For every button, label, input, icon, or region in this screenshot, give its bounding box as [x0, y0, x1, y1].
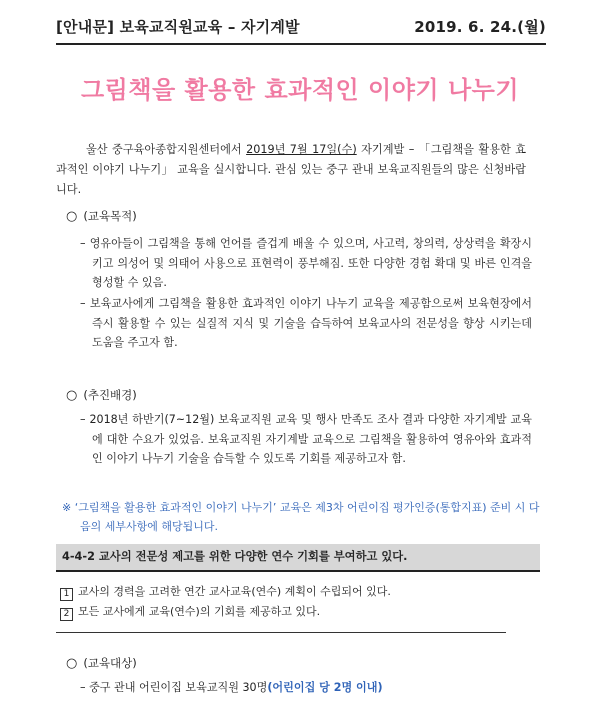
intro-paragraph: [56, 140, 526, 200]
accreditation-note: ※ ‘그림책을 활용한 효과적인 이야기 나누기’ 교육은 제3차 어린이집 평가인증(통합지표) 준비 시 다음의 세부사항에 해당됩니다.: [62, 501, 540, 533]
section-purpose-heading: [66, 208, 137, 224]
section-divider: [56, 632, 506, 633]
numbered-box-icon: 2: [60, 608, 73, 621]
purpose-bullet-1: – 영유아들이 그림책을 통해 언어를 즐겁게 배울 수 있으며, 사고력, 창의력, 상상력을 확장시키고 의성어 및 의태어 사용으로 표현력이 풍부해짐. 또한 다양한 경험 확대 및 바른 인격을 형성할 수 있음.: [80, 237, 532, 289]
target-bullet: [80, 678, 532, 698]
section-purpose-title: (교육목적): [83, 209, 137, 223]
criteria-item-text: 교사의 경력을 고려한 연간 교사교육(연수) 계획이 수립되어 있다.: [78, 585, 391, 598]
section-target-heading: [66, 655, 137, 671]
criteria-heading-bar: 4-4-2 교사의 전문성 제고를 위한 다양한 연수 기회를 부여하고 있다.: [56, 544, 540, 572]
section-target-title: (교육대상): [83, 656, 137, 670]
intro-date: 2019년 7월 17일(수): [246, 143, 357, 156]
numbered-box-icon: 1: [60, 588, 73, 601]
header-date: 2019. 6. 24.(월): [414, 18, 546, 36]
circle-bullet-icon: ○: [66, 656, 78, 671]
intro-text-1: 울산 중구육아종합지원센터에서: [86, 143, 247, 156]
criteria-item-1: [60, 583, 391, 601]
target-limit-highlight: (어린이집 당 2명 이내): [267, 681, 383, 694]
document-header: [56, 16, 546, 45]
document-title: 그림책을 활용한 효과적인 이야기 나누기: [80, 76, 520, 104]
header-category: [안내문] 보육교직원교육 – 자기계발: [56, 18, 300, 36]
purpose-bullet-2: – 보육교사에게 그림책을 활용한 효과적인 이야기 나누기 교육을 제공함으로써 보육현장에서 즉시 활용할 수 있는 실질적 지식 및 기술을 습득하여 보육교사의 전문성을 향상 시키는데 도움을 주고자 함.: [80, 297, 532, 349]
intro-text-2: 자기계발 – 「그림책을 활용한 효과적인 이야기 나누기」 교육을 실시합니다. 관심 있는 중구 관내 보육교직원들의 많은 신청바랍니다.: [56, 143, 527, 196]
circle-bullet-icon: ○: [66, 388, 78, 403]
background-bullet-1: – 2018년 하반기(7~12월) 보육교직원 교육 및 행사 만족도 조사 결과 다양한 자기계발 교육에 대한 수요가 있었음. 보육교직원 자기계발 교육으로 그림책을 활용하여 영유아와 효과적인 이야기 나누기 기술을 습득할 수 있도록 기회를 제공하고자 함.: [80, 413, 532, 465]
criteria-item-text: 모든 교사에게 교육(연수)의 기회를 제공하고 있다.: [78, 605, 321, 618]
target-text: – 중구 관내 어린이집 보육교직원 30명: [80, 681, 268, 694]
section-background-heading: [66, 387, 137, 403]
criteria-item-2: [60, 603, 320, 621]
circle-bullet-icon: ○: [66, 209, 78, 224]
section-background-title: (추진배경): [83, 388, 137, 402]
